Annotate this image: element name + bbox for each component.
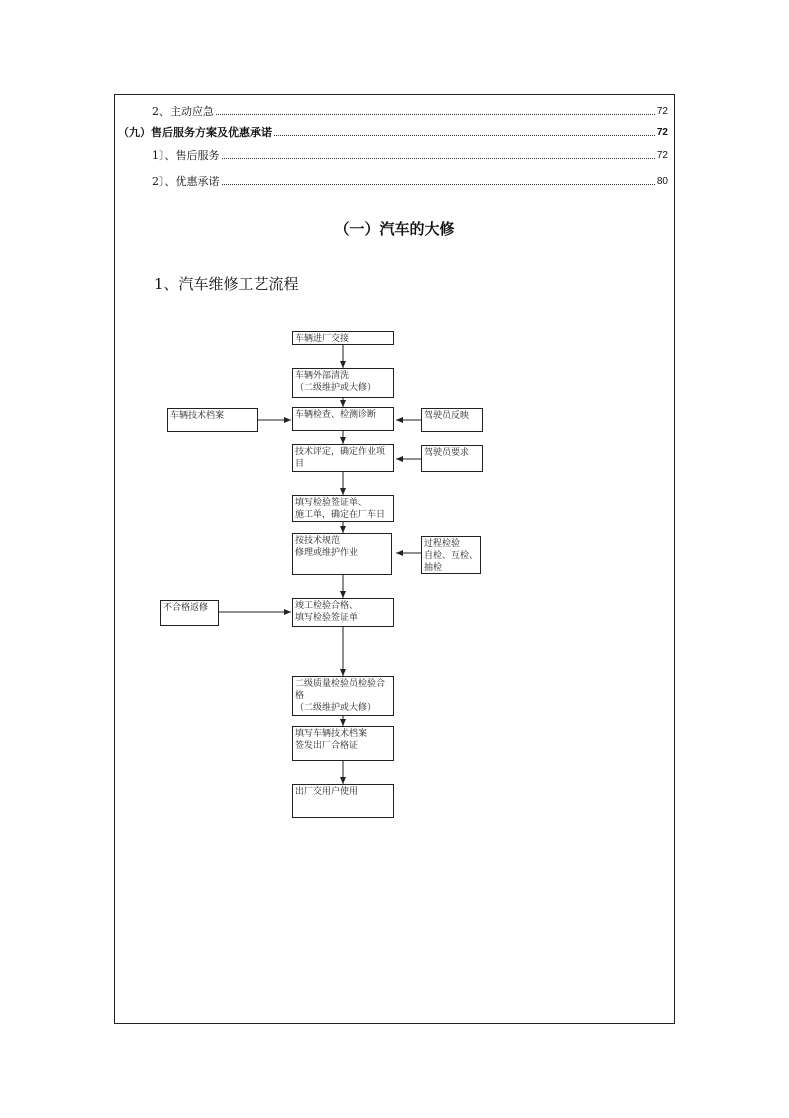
section-title: （一）汽车的大修 [334, 220, 455, 238]
toc-entry-label: （九）售后服务方案及优惠承诺 [118, 126, 272, 139]
flow-step-fill-work-order: 填写检验签证单、 施工单，确定在厂车日 [292, 495, 394, 522]
toc-entry-page: 72 [656, 150, 668, 161]
flow-step-final-inspection: 竣工检验合格、 填写检验签证单 [292, 598, 394, 627]
flow-input-rework: 不合格返修 [160, 600, 219, 626]
flow-input-process-inspection: 过程检验 自检、互检、 抽检 [421, 536, 481, 574]
flow-input-tech-records: 车辆技术档案 [167, 408, 258, 432]
flow-step-quality-inspection: 二级质量检验员检验合格 （二级维护或大修） [292, 676, 394, 716]
subsection-title: 1、汽车维修工艺流程 [154, 275, 299, 293]
toc-entry-page: 80 [656, 176, 668, 187]
flow-input-driver-feedback: 驾驶员反映 [421, 408, 483, 432]
toc-entry-label: 1〕、售后服务 [152, 149, 220, 162]
flow-step-technical-evaluation: 技术评定，确定作业项目 [292, 444, 394, 472]
toc-entry-label: 2〕、优惠承诺 [152, 175, 220, 188]
toc-entry-label: 2、主动应急 [152, 105, 214, 118]
flow-step-handover-to-customer: 出厂交用户使用 [292, 784, 394, 818]
toc-entry-page: 72 [656, 127, 668, 138]
flow-step-inspection-diagnosis: 车辆检查、检测诊断 [292, 407, 394, 431]
toc-entry-page: 72 [656, 106, 668, 117]
flow-step-technical-records-certificate: 填写车辆技术档案 签发出厂合格证 [292, 726, 394, 761]
flow-step-vehicle-intake: 车辆进厂交接 [292, 331, 394, 345]
flow-step-repair-maintenance: 按技术规范 修理或维护作业 [292, 533, 392, 575]
flow-step-exterior-cleaning: 车辆外部清洗 （二级维护或大修） [292, 368, 394, 398]
flow-input-driver-request: 驾驶员要求 [421, 445, 483, 472]
